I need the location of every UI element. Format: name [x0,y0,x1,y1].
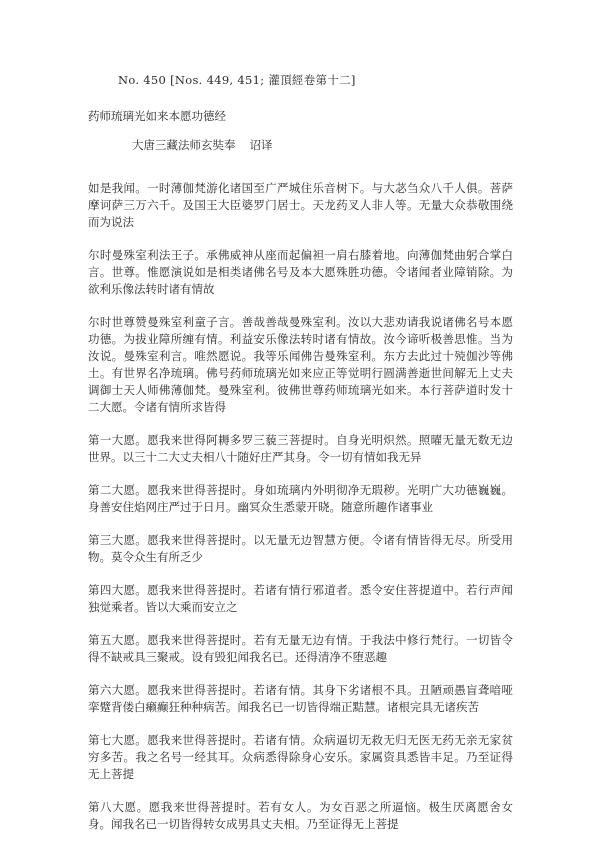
paragraph-vow-2: 第二大愿。愿我来世得菩提时。身如琉璃内外明彻净无瑕秽。光明广大功德巍巍。身善安住焰网庄严过于日月。幽冥众生悉蒙开晓。随意所趣作诸事业 [88,483,513,514]
translator-role: 诏译 [249,138,273,152]
translator-name: 大唐三藏法师玄奘奉 [132,138,236,152]
paragraph-response: 尔时世尊赞曼殊室利童子言。善哉善哉曼殊室利。汝以大悲劝请我说诸佛名号本愿功德。为拔业障所缠有情。利益安乐像法转时诸有情故。汝今谛听极善思惟。当为汝说。曼殊室利言。唯然愿说。我等乐闻佛告曼殊室利。东方去此过十殑伽沙等佛土。有世界名净琉璃。佛号药师琉璃光如来应正等觉明行圆满善逝世间解无上丈夫调御士天人师佛薄伽梵。曼殊室利。彼佛世尊药师琉璃光如来。本行菩萨道时发十二大愿。令诸有情所求皆得 [88,315,513,414]
paragraph-vow-7: 第七大愿。愿我来世得菩提时。若诸有情。众病逼切无救无归无医无药无亲无家贫穷多苦。我之名号一经其耳。众病悉得除身心安乐。家属资具悉皆丰足。乃至证得无上菩提 [88,733,513,781]
paragraph-vow-5: 第五大愿。愿我来世得菩提时。若有无量无边有情。于我法中修行梵行。一切皆令得不缺戒具三聚戒。设有毁犯闻我名已。还得清净不堕恶趣 [88,633,513,664]
paragraph-vow-6: 第六大愿。愿我来世得菩提时。若诸有情。其身下劣诸根不具。丑陋顽愚盲聋喑哑挛躄背偻白癞癫狂种种病苦。闻我名已一切皆得端正黠慧。诸根完具无诸疾苦 [88,683,513,714]
paragraph-vow-1: 第一大愿。愿我来世得阿耨多罗三藐三菩提时。自身光明炽然。照曜无量无数无边世界。以三十二大丈夫相八十随好庄严其身。令一切有情如我无异 [88,433,513,464]
paragraph-opening: 如是我闻。一时薄伽梵游化诸国至广严城住乐音树下。与大苾刍众八千人俱。菩萨摩诃萨三万六千。及国王大臣婆罗门居士。天龙药叉人非人等。无量大众恭敬围绕而为说法 [88,181,513,229]
sutra-body [88,180,513,849]
paragraph-request: 尔时曼殊室利法王子。承佛威神从座而起偏袒一肩右膝着地。向薄伽梵曲躬合掌白言。世尊。惟愿演说如是相类诸佛名号及本大愿殊胜功德。令诸闻者业障销除。为欲利乐像法转时诸有情故 [88,248,513,296]
paragraph-vow-4: 第四大愿。愿我来世得菩提时。若诸有情行邪道者。悉令安住菩提道中。若行声闻独觉乘者。皆以大乘而安立之 [88,583,513,614]
sutra-catalog-header: No. 450 [Nos. 449, 451; 灌頂經卷第十二] [118,73,356,87]
paragraph-vow-3: 第三大愿。愿我来世得菩提时。以无量无边智慧方便。令诸有情皆得无尽。所受用物。莫令众生有所乏少 [88,533,513,564]
translator-credit [132,137,273,153]
sutra-title: 药师琉璃光如来本愿功德经 [88,109,226,123]
paragraph-vow-8: 第八大愿。愿我来世得菩提时。若有女人。为女百恶之所逼恼。极生厌离愿舍女身。闻我名已一切皆得转女成男具丈夫相。乃至证得无上菩提 [88,800,513,831]
